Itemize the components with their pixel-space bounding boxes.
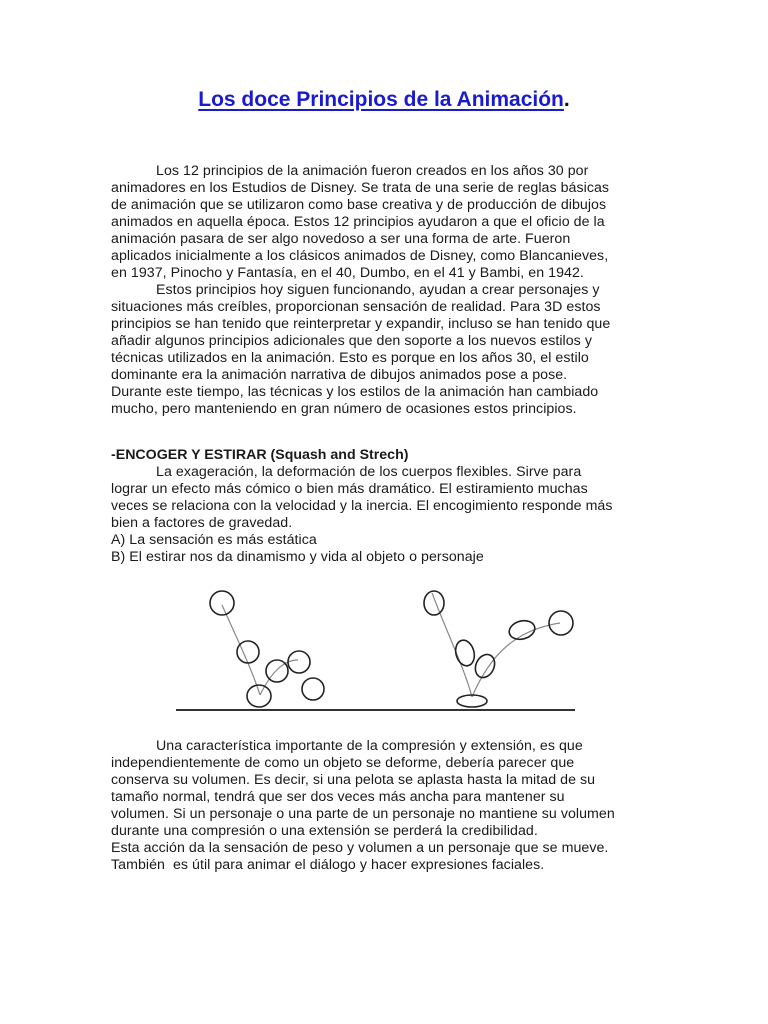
ball — [288, 651, 310, 673]
squash-stretch-illustration — [170, 585, 582, 715]
page-title — [0, 87, 768, 113]
ball — [424, 591, 444, 615]
text-line: Los 12 principios de la animación fueron creados en los años 30 por — [156, 163, 589, 179]
text-line: conserva su volumen. Es decir, si una pelota se aplasta hasta la mitad de su — [111, 772, 596, 788]
ball — [453, 638, 477, 668]
trajectory-path-left — [222, 605, 260, 695]
list-item-a: A) La sensación es más estática — [111, 532, 317, 548]
text-line: aplicados inicialmente a los clásicos animados de Disney, como Blancanieves, — [111, 248, 609, 264]
title-link[interactable]: Los doce Principios de la Animación — [198, 88, 564, 111]
text-line: mucho, pero manteniendo en gran número de ocasiones estos principios. — [111, 401, 577, 417]
ball — [549, 611, 573, 635]
ball — [472, 651, 498, 680]
text-line: independientemente de como un objeto se deforme, debería parecer que — [111, 755, 575, 771]
trajectory-path-right — [432, 593, 472, 697]
ball — [266, 660, 288, 682]
text-line: situaciones más creíbles, proporcionan sensación de realidad. Para 3D estos — [111, 299, 601, 315]
list-item-b: B) El estirar nos da dinamismo y vida al objeto o personaje — [111, 549, 484, 565]
text-line: animadores en los Estudios de Disney. Se trata de una serie de reglas básicas — [111, 180, 610, 196]
text-line: de animación que se utilizaron como base creativa y de producción de dibujos — [111, 197, 607, 213]
text-line: volumen. Si un personaje o una parte de un personaje no mantiene su volumen — [111, 806, 615, 822]
text-line: Una característica importante de la compresión y extensión, es que — [156, 738, 583, 754]
text-line: bien a factores de gravedad. — [111, 515, 293, 531]
ball — [210, 591, 234, 615]
text-line: La exageración, la deformación de los cuerpos flexibles. Sirve para — [156, 464, 582, 480]
closing-paragraph — [111, 738, 671, 874]
text-line: en 1937, Pinocho y Fantasía, en el 40, Dumbo, en el 41 y Bambi, en 1942. — [111, 265, 584, 281]
text-line: Estos principios hoy siguen funcionando, ayudan a crear personajes y — [156, 282, 600, 298]
text-line: animación pasara de ser algo novedoso a ser una forma de arte. Fueron — [111, 231, 571, 247]
text-line: principios se han tenido que reinterpretar y expandir, incluso se han tenido que — [111, 316, 611, 332]
intro-paragraph-2 — [111, 282, 671, 418]
bouncing-ball-drawing — [170, 585, 582, 715]
ball — [302, 678, 324, 700]
section-body — [111, 464, 671, 566]
text-line: animados en aquella época. Estos 12 principios ayudaron a que el oficio de la — [111, 214, 605, 230]
ball — [247, 685, 271, 707]
ball — [237, 641, 259, 663]
text-line: Esta acción da la sensación de peso y volumen a un personaje que se mueve. — [111, 840, 609, 856]
title-period: . — [563, 88, 570, 111]
text-line: Durante este tiempo, las técnicas y los estilos de la animación han cambiado — [111, 384, 599, 400]
text-line: durante una compresión o una extensión se perderá la credibilidad. — [111, 823, 538, 839]
text-line: veces se relaciona con la velocidad y la inercia. El encogimiento responde más — [111, 498, 613, 514]
intro-paragraph-1 — [111, 163, 671, 282]
text-line: dominante era la animación narrativa de dibujos animados pose a pose. — [111, 367, 568, 383]
text-line: También es útil para animar el diálogo y hacer expresiones faciales. — [111, 857, 545, 873]
text-line: tamaño normal, tendrá que ser dos veces más ancha para mantener su — [111, 789, 565, 805]
text-line: añadir algunos principios adicionales que den soporte a los nuevos estilos y — [111, 333, 592, 349]
text-line: lograr un efecto más cómico o bien más dramático. El estiramiento muchas — [111, 481, 588, 497]
section-heading: -ENCOGER Y ESTIRAR (Squash and Strech) — [111, 447, 409, 463]
text-line: técnicas utilizados en la animación. Esto es porque en los años 30, el estilo — [111, 350, 589, 366]
